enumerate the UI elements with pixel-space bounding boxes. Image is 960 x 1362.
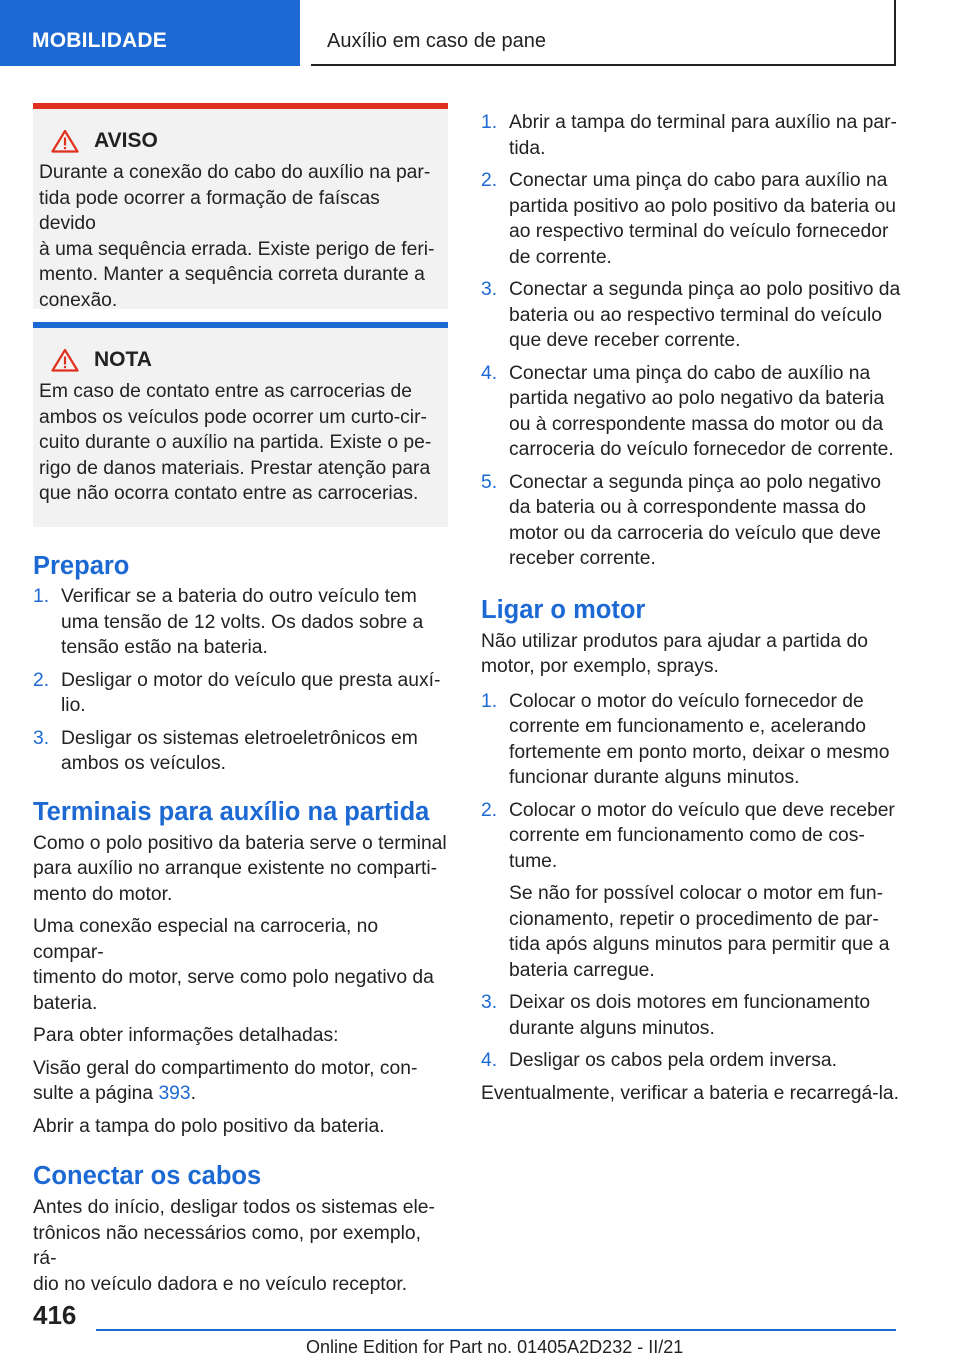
text-line: para auxílio no arranque existente no comparti‐ (33, 858, 438, 879)
section-title: MOBILIDADE (32, 29, 167, 52)
step-text (61, 726, 448, 777)
text-line: cionamento, repetir o procedimento de par‐ (509, 908, 879, 930)
step-text (509, 798, 901, 984)
text-line: que não ocorra contato entre as carrocerias. (39, 483, 419, 504)
preparo-steps (33, 584, 448, 777)
step-paragraph (509, 881, 901, 983)
terminais-paragraph (33, 831, 448, 908)
step-item (481, 470, 901, 572)
ligar-paragraph (481, 629, 901, 680)
text-line: Desligar o motor do veículo que presta auxí‐ (61, 669, 441, 691)
step-number: 3. (481, 279, 498, 300)
text-line: dio no veículo dadora e no veículo receptor. (33, 1273, 408, 1295)
text-line: motor, por exemplo, sprays. (481, 656, 719, 677)
text-line: ao respectivo terminal do veículo fornecedor (509, 221, 889, 242)
terminais-paragraph (33, 1056, 448, 1107)
footer-divider (96, 1329, 896, 1331)
text-line: durante alguns minutos. (509, 1017, 715, 1039)
step-number: 2. (33, 669, 50, 691)
text-line: Conectar uma pinça do cabo para auxílio na (509, 170, 888, 191)
text-line: tensão estão na bateria. (61, 637, 268, 658)
step-item (481, 361, 901, 463)
text-segment: sulte a página (33, 1083, 159, 1104)
text-line: bateria ou ao respectivo terminal do veículo (509, 304, 882, 326)
step-text (509, 110, 901, 161)
text-line: bateria. (33, 992, 98, 1014)
step-number: 4. (481, 362, 498, 384)
terminais-paragraph (33, 914, 448, 1016)
text-line: tida. (509, 137, 546, 159)
text-line: Abrir a tampa do terminal para auxílio na par‐ (509, 112, 897, 133)
text-segment: . (190, 1083, 196, 1104)
text-line: tida após alguns minutos para permitir que a (509, 934, 890, 955)
text-line: carroceria do veículo fornecedor de corrente. (509, 439, 894, 460)
warning-triangle-icon (51, 129, 79, 153)
step-text (61, 668, 448, 719)
text-line: bateria carregue. (509, 959, 655, 981)
step-item (481, 798, 901, 984)
step-text (509, 277, 901, 354)
text-line: Como o polo positivo da bateria serve o terminal (33, 832, 447, 854)
text-line: Colocar o motor do veículo fornecedor de (509, 690, 864, 712)
text-line: cuito durante o auxílio na partida. Existe o pe‐ (39, 432, 432, 453)
text-line: Deixar os dois motores em funcionamento (509, 992, 871, 1013)
text-line: Verificar se a bateria do outro veículo tem (61, 586, 417, 607)
conectar-heading: Conectar os cabos (33, 1162, 262, 1190)
text-line: Desligar os sistemas eletroeletrônicos em (61, 727, 418, 749)
step-number: 4. (481, 1050, 498, 1071)
step-text (61, 584, 448, 661)
chapter-header (311, 0, 896, 66)
step-text (509, 1048, 901, 1074)
text-line: ambos os veículos. (61, 753, 227, 774)
text-line: timento do motor, serve como polo negativo da (33, 967, 434, 988)
text-line: Antes do início, desligar todos os sistemas ele‐ (33, 1197, 435, 1218)
step-number: 5. (481, 471, 498, 493)
text-line: de corrente. (509, 246, 612, 268)
step-item (481, 689, 901, 791)
conectar-paragraph (33, 1195, 448, 1297)
step-number: 1. (481, 690, 498, 712)
text-line: Conectar uma pinça do cabo de auxílio na (509, 362, 871, 384)
step-text (509, 361, 901, 463)
text-line: funcionar durante alguns minutos. (509, 767, 800, 788)
text-line: mento do motor. (33, 883, 173, 905)
text-line: conexão. (39, 289, 118, 311)
text-line: Em caso de contato entre as carrocerias de (39, 381, 412, 402)
warning-notice-text (39, 160, 440, 313)
text-line: que deve receber corrente. (509, 330, 741, 351)
page-number: 416 (33, 1300, 77, 1330)
warning-notice (33, 103, 448, 309)
terminais-paragraph: Para obter informações detalhadas: (33, 1025, 339, 1046)
note-notice-header (51, 348, 440, 372)
text-line: Desligar os cabos pela ordem inversa. (509, 1050, 837, 1071)
step-paragraph (509, 798, 901, 875)
text-line: partida positivo ao polo positivo da bateria ou (509, 195, 896, 217)
text-line: ou à correspondente massa do motor ou da (509, 413, 884, 435)
text-line: receber corrente. (509, 548, 656, 569)
text-line: corrente em funcionamento e, acelerando (509, 716, 866, 737)
right-column (481, 110, 901, 1106)
step-number: 2. (481, 799, 498, 821)
step-text (509, 990, 901, 1041)
step-item (33, 584, 448, 661)
terminais-paragraph: Abrir a tampa do polo positivo da bateria. (33, 1115, 385, 1137)
ligar-closing: Eventualmente, verificar a bateria e recarregá-la. (481, 1082, 899, 1104)
step-item (481, 1048, 901, 1074)
page-reference-link[interactable]: 393 (158, 1083, 191, 1104)
step-text (509, 470, 901, 572)
text-line: uma tensão de 12 volts. Os dados sobre a (61, 611, 424, 633)
step-number: 2. (481, 170, 498, 191)
ligar-heading: Ligar o motor (481, 595, 646, 624)
text-line: Conectar a segunda pinça ao polo positivo da (509, 279, 901, 300)
text-line: partida negativo ao polo negativo da bateria (509, 388, 885, 409)
text-line: trônicos não necessários como, por exemplo, rá‐ (33, 1222, 421, 1269)
text-line: ambos os veículos pode ocorrer um curto-cir‐ (39, 406, 427, 428)
chapter-title: Auxílio em caso de pane (327, 30, 547, 52)
step-item (33, 726, 448, 777)
step-item (481, 110, 901, 161)
terminais-heading: Terminais para auxílio na partida (33, 797, 430, 826)
step-item (481, 990, 901, 1041)
text-line: motor ou da carroceria do veículo que deve (509, 522, 881, 544)
conectar-steps (481, 110, 901, 572)
text-line: lio. (61, 695, 86, 716)
note-notice (33, 322, 448, 527)
step-number: 1. (33, 586, 50, 607)
text-line: corrente em funcionamento como de cos‐ (509, 825, 865, 846)
preparo-heading: Preparo (33, 552, 130, 580)
text-line: Visão geral do compartimento do motor, con‐ (33, 1057, 418, 1079)
step-number: 3. (481, 992, 498, 1013)
text-line: rigo de danos materiais. Prestar atenção para (39, 457, 431, 479)
text-line: da bateria ou à correspondente massa do (509, 497, 866, 518)
edition-text: Online Edition for Part no. 01405A2D232 - II/21 (306, 1337, 684, 1357)
step-text (509, 689, 901, 791)
text-line: Conectar a segunda pinça ao polo negativo (509, 471, 881, 493)
caution-triangle-icon (51, 348, 79, 372)
text-line: à uma sequência errada. Existe perigo de feri‐ (39, 238, 435, 260)
text-line: Uma conexão especial na carroceria, no compar‐ (33, 916, 379, 963)
text-line: fortemente em ponto morto, deixar o mesmo (509, 741, 890, 763)
warning-notice-title: AVISO (94, 129, 158, 152)
ligar-steps (481, 689, 901, 1074)
left-column (33, 103, 448, 1297)
section-tab (0, 0, 300, 66)
step-number: 3. (33, 727, 50, 749)
warning-notice-header (51, 129, 440, 153)
text-line: Se não for possível colocar o motor em fun‐ (509, 883, 884, 904)
note-notice-title: NOTA (94, 348, 152, 371)
text-line: tume. (509, 850, 558, 872)
step-number: 1. (481, 112, 498, 133)
text-line: mento. Manter a sequência correta durante a (39, 264, 425, 285)
step-item (481, 168, 901, 270)
step-item (33, 668, 448, 719)
step-item (481, 277, 901, 354)
text-line: Colocar o motor do veículo que deve receber (509, 799, 895, 821)
note-notice-text (39, 379, 440, 507)
text-line: tida pode ocorrer a formação de faíscas devido (39, 187, 380, 234)
step-text (509, 168, 901, 270)
text-line: Não utilizar produtos para ajudar a partida do (481, 630, 868, 652)
text-line: Durante a conexão do cabo do auxílio na par‐ (39, 162, 431, 183)
